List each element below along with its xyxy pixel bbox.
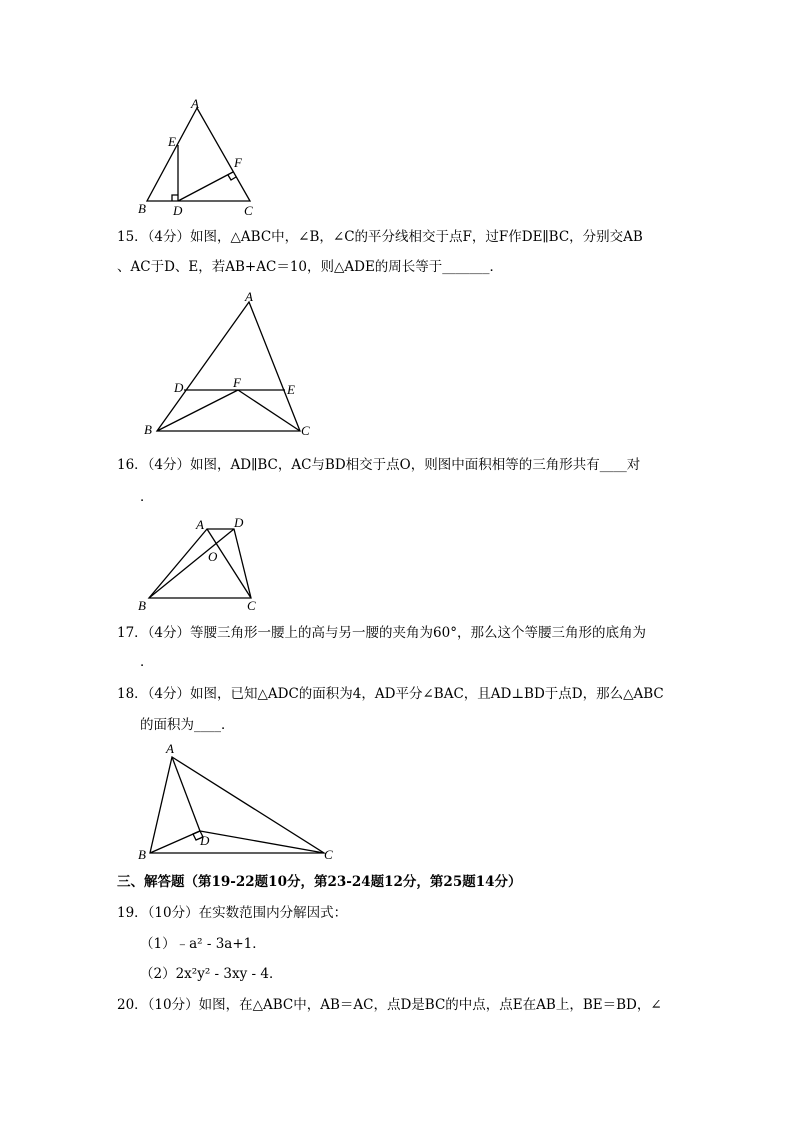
label-a: A [245, 289, 253, 304]
q19-part1: （1）﹣a² - 3a+1． [140, 936, 266, 952]
q18-line2: 的面积为____． [140, 717, 235, 733]
label-c: C [247, 598, 256, 613]
label-a: A [166, 741, 174, 756]
label-f: F [234, 155, 242, 170]
label-c: C [301, 423, 310, 438]
q19-part2: （2）2x²y² - 3xy - 4． [140, 966, 283, 982]
label-b: B [138, 201, 146, 216]
label-a: A [191, 96, 199, 111]
figure-triangle-abc-bisector [130, 738, 345, 866]
label-d: D [200, 833, 210, 848]
right-angle-mark-f [228, 175, 236, 180]
q15-line1: 15．（4分）如图，△ABC中，∠B，∠C的平分线相交于点F，过F作DE∥BC，分别交AB [117, 229, 643, 245]
label-d: D [174, 380, 184, 395]
segment-df [178, 172, 233, 201]
label-c: C [324, 847, 333, 862]
label-d: D [173, 203, 183, 218]
label-b: B [138, 847, 146, 862]
q15-line2: 、AC于D、E，若AB+AC＝10，则△ADE的周长等于_______． [117, 259, 504, 275]
q20-stem: 20．（10分）如图，在△ABC中，AB＝AC，点D是BC的中点，点E在AB上，BE＝BD，∠ [117, 997, 662, 1013]
section-heading: 三、解答题（第19-22题10分，第23-24题12分，第25题14分） [117, 874, 522, 890]
figure-triangle-abc-altitudes [130, 95, 270, 220]
q16-line1: 16．（4分）如图，AD∥BC，AC与BD相交于点O，则图中面积相等的三角形共有____对 [117, 457, 641, 473]
trapezoid-abcd [149, 529, 251, 598]
label-e: E [287, 382, 295, 397]
figure-triangle-de-parallel-bc [140, 288, 325, 440]
label-c: C [244, 203, 253, 218]
label-b: B [144, 422, 152, 437]
label-f: F [233, 375, 241, 390]
q19-stem: 19．（10分）在实数范围内分解因式： [117, 905, 348, 921]
figure-trapezoid-abcd [130, 512, 270, 617]
label-a: A [196, 517, 204, 532]
right-angle-mark-d [172, 195, 178, 201]
segment-bf [157, 390, 238, 431]
triangle-abc [150, 757, 324, 853]
q17-line2: ． [140, 654, 154, 670]
q18-line1: 18．（4分）如图，已知△ADC的面积为4，AD平分∠BAC，且AD⊥BD于点D，那么△ABC [117, 686, 664, 702]
diagonal-bd [149, 529, 234, 598]
label-o: O [208, 549, 218, 564]
label-e: E [168, 134, 176, 149]
label-d: D [234, 515, 244, 530]
q16-line2: ． [140, 489, 154, 505]
triangle-abc [157, 302, 300, 431]
q17-line1: 17．（4分）等腰三角形一腰上的高与另一腰的夹角为60°，那么这个等腰三角形的底角为 [117, 625, 646, 641]
segment-ad [172, 757, 200, 831]
label-b: B [138, 598, 146, 613]
